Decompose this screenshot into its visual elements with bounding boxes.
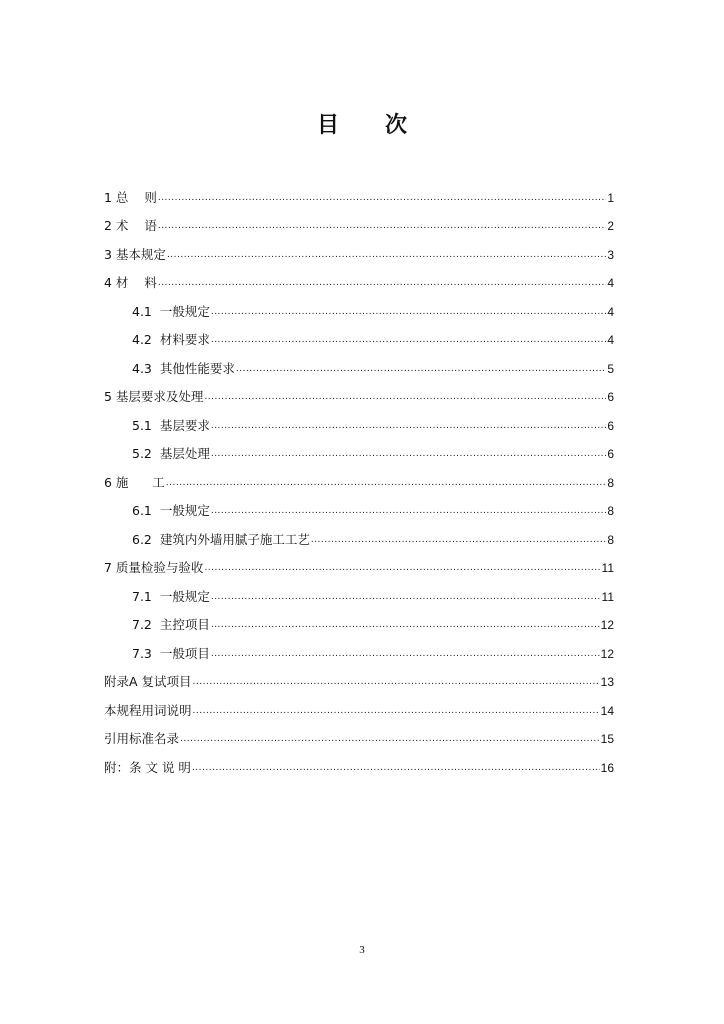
toc-entry-label: 1 总 则 <box>104 189 157 205</box>
toc-entry-4-3[interactable] <box>104 349 614 378</box>
toc-entry-page: 16 <box>600 760 614 775</box>
toc-entry-7-2[interactable] <box>104 606 614 635</box>
toc-entry-page: 14 <box>600 703 614 718</box>
toc-entry-5-2[interactable] <box>104 435 614 464</box>
toc-entry-page: 8 <box>607 532 614 547</box>
toc-leader-dots <box>158 276 606 290</box>
toc-entry-page: 11 <box>601 561 614 575</box>
toc-entry-label: 2 术 语 <box>104 218 157 233</box>
toc-entry-label: 7.1 一般规定 <box>132 588 210 604</box>
toc-leader-dots <box>193 704 600 718</box>
toc-entry-label: 5.2 基层处理 <box>132 446 210 461</box>
toc-leader-dots <box>211 305 606 319</box>
toc-entry-label: 7.3 一般项目 <box>132 645 210 661</box>
toc-entry-page: 4 <box>607 276 614 290</box>
toc-entry-4-1[interactable] <box>104 292 614 321</box>
toc-leader-dots <box>211 590 601 604</box>
toc-entry-page: 8 <box>607 475 614 490</box>
toc-leader-dots <box>158 219 606 233</box>
toc-leader-dots <box>211 447 606 461</box>
toc-entry-page: 12 <box>600 646 614 661</box>
toc-leader-dots <box>166 476 607 490</box>
toc-leader-dots <box>204 561 600 575</box>
toc-entry-label: 5.1 基层要求 <box>132 417 210 433</box>
toc-entry-6-1[interactable] <box>104 492 614 521</box>
toc-entry-label: 4 材 料 <box>104 275 157 290</box>
toc-entry-label: 6.2 建筑内外墙用腻子施工工艺 <box>132 531 310 547</box>
toc-entry-referenced-standards[interactable] <box>104 720 614 749</box>
toc-entry-terms[interactable] <box>104 207 614 236</box>
toc-entry-clause-explanation[interactable] <box>104 748 614 777</box>
toc-entry-page: 6 <box>607 390 614 404</box>
toc-entry-5-1[interactable] <box>104 406 614 435</box>
toc-entry-label: 引用标准名录 <box>104 731 180 746</box>
toc-entry-quality-inspection[interactable] <box>104 549 614 578</box>
toc-entry-page: 13 <box>600 675 614 689</box>
page-title-char-2: 次 <box>385 112 408 138</box>
toc-entry-page: 2 <box>607 219 614 233</box>
toc-entry-page: 12 <box>600 618 614 632</box>
toc-entry-7-3[interactable] <box>104 634 614 663</box>
toc-entry-label: 6 施 工 <box>104 474 165 490</box>
toc-entry-label: 7.2 主控项目 <box>132 617 210 632</box>
toc-entry-6-2[interactable] <box>104 520 614 549</box>
toc-leader-dots <box>158 191 606 205</box>
toc-leader-dots <box>192 761 600 775</box>
toc-leader-dots <box>236 362 606 376</box>
toc-leader-dots <box>211 333 606 347</box>
toc-entry-page: 15 <box>600 732 614 746</box>
toc-entry-label: 4.2 材料要求 <box>132 332 210 347</box>
toc-leader-dots <box>193 675 600 689</box>
toc-entry-materials[interactable] <box>104 264 614 293</box>
toc-entry-page: 11 <box>601 589 614 604</box>
toc-leader-dots <box>167 248 606 262</box>
toc-entry-label: 7 质量检验与验收 <box>104 560 204 575</box>
toc-entry-label: 3 基本规定 <box>104 246 166 262</box>
toc-entry-label: 4.3 其他性能要求 <box>132 360 235 376</box>
toc-entry-4-2[interactable] <box>104 321 614 350</box>
toc-entry-substrate[interactable] <box>104 378 614 407</box>
page-number: 3 <box>359 944 365 956</box>
toc-entry-label: 5 基层要求及处理 <box>104 389 204 404</box>
toc-entry-general[interactable] <box>104 178 614 207</box>
toc-entry-construction[interactable] <box>104 463 614 492</box>
toc-entry-label: 附录A 复试项目 <box>104 674 192 689</box>
toc-entry-label: 4.1 一般规定 <box>132 303 210 319</box>
toc-entry-label: 本规程用词说明 <box>104 702 192 718</box>
table-of-contents <box>104 178 614 777</box>
toc-entry-wording-explanation[interactable] <box>104 691 614 720</box>
toc-leader-dots <box>311 533 606 547</box>
toc-leader-dots <box>211 618 600 632</box>
toc-leader-dots <box>211 419 606 433</box>
toc-entry-page: 6 <box>607 447 614 461</box>
toc-entry-page: 4 <box>607 304 614 319</box>
toc-entry-basic-requirements[interactable] <box>104 235 614 264</box>
toc-entry-page: 3 <box>607 247 614 262</box>
toc-leader-dots <box>180 732 600 746</box>
page-title-char-1: 目 <box>316 112 339 138</box>
toc-entry-page: 6 <box>607 418 614 433</box>
toc-entry-label: 附：条 文 说 明 <box>104 759 191 775</box>
toc-entry-7-1[interactable] <box>104 577 614 606</box>
toc-leader-dots <box>211 647 600 661</box>
toc-entry-appendix-a[interactable] <box>104 663 614 692</box>
toc-entry-page: 4 <box>607 333 614 347</box>
page-title <box>0 108 724 139</box>
toc-leader-dots <box>211 504 606 518</box>
toc-leader-dots <box>204 390 606 404</box>
toc-entry-label: 6.1 一般规定 <box>132 503 210 518</box>
toc-entry-page: 1 <box>607 190 614 205</box>
toc-entry-page: 5 <box>607 361 614 376</box>
toc-entry-page: 8 <box>607 504 614 518</box>
